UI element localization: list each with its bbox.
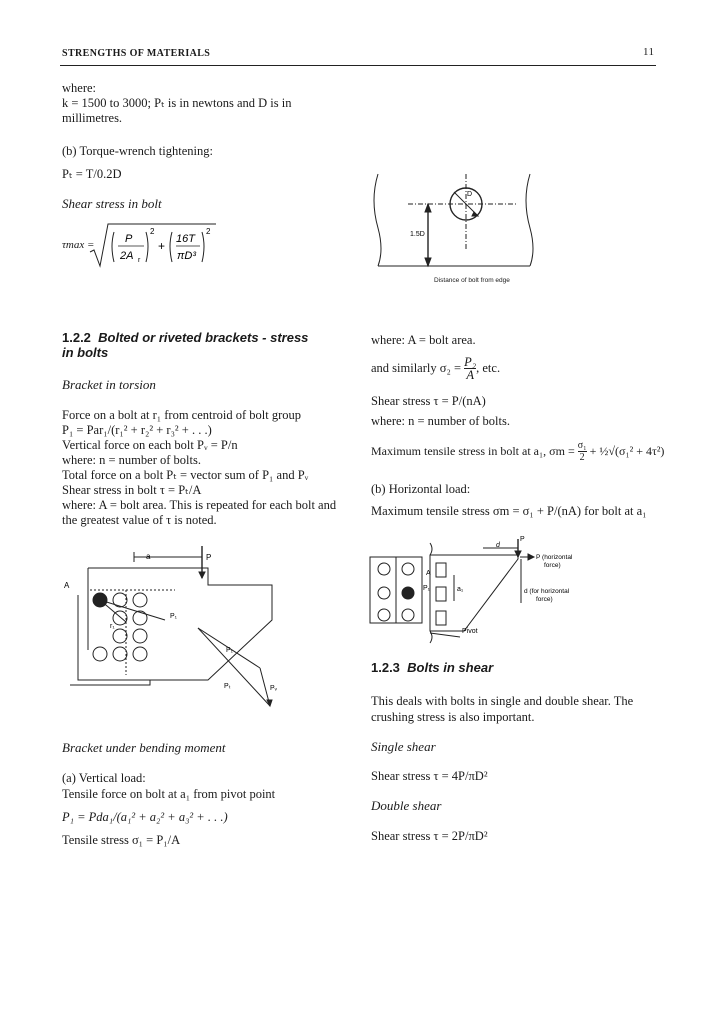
edge-caption: Distance of bolt from edge bbox=[434, 277, 510, 284]
bolt-section bbox=[436, 563, 446, 577]
bolt bbox=[378, 563, 390, 575]
bending-heading: Bracket under bending moment bbox=[62, 740, 226, 755]
label-d-for: d (for horizontal bbox=[524, 588, 570, 595]
label-pivot: Pivot bbox=[462, 628, 478, 635]
bolt bbox=[402, 563, 414, 575]
svg-text:r: r bbox=[138, 257, 141, 264]
max-tensile-den: 2 bbox=[579, 452, 585, 463]
where-area: where: A = bolt area. bbox=[371, 333, 476, 347]
section-1-2-2-heading-cont bbox=[62, 345, 108, 360]
svg-text:+: + bbox=[158, 239, 166, 253]
label-d: D bbox=[467, 191, 473, 198]
max-tensile-fraction bbox=[578, 440, 587, 463]
horizontal-line: Maximum tensile stress σm = σ₁ + P/(nA) for bolt at a₁ bbox=[371, 504, 647, 518]
tensile-force-line: Tensile force on bolt at a₁ from pivot point bbox=[62, 787, 276, 801]
torsion-line-5: Total force on a bolt Pₜ = vector sum of P₁ and Pᵥ bbox=[62, 468, 309, 482]
page-number: 11 bbox=[643, 46, 655, 58]
svg-text:πD³: πD³ bbox=[177, 250, 196, 262]
plate-break-left bbox=[374, 174, 381, 266]
running-title: STRENGTHS OF MATERIALS bbox=[62, 48, 211, 59]
shear-intro-1: This deals with bolts in single and double shear. The bbox=[371, 694, 634, 708]
bolt bbox=[402, 587, 414, 599]
shear-intro-2: crushing stress is also important. bbox=[371, 710, 535, 724]
similarly-post: , etc. bbox=[476, 361, 501, 375]
label-a1: a₁ bbox=[457, 586, 464, 593]
horizontal-heading: (b) Horizontal load: bbox=[371, 482, 471, 496]
label-p-horizontal: P (horizontal bbox=[536, 554, 573, 561]
similarly-num: P₂ bbox=[464, 355, 477, 369]
bracket-body bbox=[430, 543, 432, 643]
torque-formula: Pₜ = T/0.2D bbox=[62, 167, 122, 181]
label-p1b: P₁ bbox=[226, 647, 234, 654]
bracket-torsion-heading: Bracket in torsion bbox=[62, 377, 156, 392]
bolt-section bbox=[436, 611, 446, 625]
section-title: Bolts in shear bbox=[407, 660, 494, 675]
torsion-line-8: the greatest value of τ is noted. bbox=[62, 513, 217, 527]
tensile-stress-line: Tensile stress σ₁ = P₁/A bbox=[62, 833, 181, 847]
single-shear-heading: Single shear bbox=[371, 739, 436, 754]
max-tensile-pre: Maximum tensile stress in bolt at a₁, σm = bbox=[371, 444, 575, 458]
max-tensile-line bbox=[371, 440, 664, 468]
label-A: A bbox=[64, 581, 70, 590]
section-title-cont: in bolts bbox=[62, 345, 109, 360]
label-force: force) bbox=[544, 562, 561, 569]
section-1-2-3-heading bbox=[371, 660, 493, 675]
label-a: a bbox=[146, 552, 151, 561]
torsion-line-7: where: A = bolt area. This is repeated for each bolt and bbox=[62, 498, 337, 512]
bolt bbox=[113, 629, 127, 643]
label-pv: Pᵥ bbox=[270, 685, 277, 692]
plate-break-right bbox=[526, 174, 533, 266]
svg-text:2: 2 bbox=[150, 227, 155, 236]
bracket-outline bbox=[70, 568, 272, 685]
where-n: where: n = number of bolts. bbox=[371, 414, 510, 428]
similarly-den: A bbox=[464, 368, 476, 381]
double-shear-formula: Shear stress τ = 2P/πD² bbox=[371, 829, 488, 843]
bolt bbox=[133, 629, 147, 643]
svg-text:2A: 2A bbox=[120, 250, 134, 262]
tau-max-label: τmax = bbox=[62, 239, 95, 251]
bracket-angle bbox=[430, 555, 518, 631]
p1-formula: P₁ = Pda₁/(a₁² + a₂² + a₃² + . . .) bbox=[62, 810, 228, 824]
label-A: A bbox=[426, 570, 431, 577]
max-tensile-post: + ½√(σ₁² + 4τ²) bbox=[589, 444, 665, 458]
single-shear-formula: Shear stress τ = 4P/πD² bbox=[371, 769, 488, 783]
where-label: where: bbox=[62, 81, 97, 95]
svg-text:P: P bbox=[125, 233, 133, 245]
max-tensile-num: σ₁ bbox=[577, 440, 587, 451]
k-line-2: millimetres. bbox=[62, 111, 123, 125]
force-p1-arrow bbox=[100, 600, 165, 620]
tau-max-formula bbox=[88, 222, 218, 268]
bolt bbox=[402, 609, 414, 621]
torsion-line-3: Vertical force on each bolt Pᵥ = P/n bbox=[62, 438, 238, 452]
torsion-line-4: where: n = number of bolts. bbox=[62, 453, 201, 467]
k-line-1: k = 1500 to 3000; Pₜ is in newtons and D is in bbox=[62, 96, 292, 110]
shear-heading: Shear stress in bolt bbox=[62, 196, 162, 211]
label-p: P bbox=[206, 553, 212, 562]
section-number: 1.2.2 bbox=[62, 330, 91, 345]
similarly-fraction bbox=[464, 356, 476, 381]
bolt bbox=[133, 647, 147, 661]
bolt-section bbox=[436, 587, 446, 601]
torsion-line-1: Force on a bolt at r₁ from centroid of bolt group bbox=[62, 408, 302, 422]
torsion-bracket-figure bbox=[60, 540, 300, 720]
double-shear-heading: Double shear bbox=[371, 798, 442, 813]
torsion-line-2: P₁ = Par₁/(r₁² + r₂² + r₃² + . . .) bbox=[62, 423, 212, 437]
section-number: 1.2.3 bbox=[371, 660, 400, 675]
header-rule bbox=[60, 65, 656, 66]
torque-heading: (b) Torque-wrench tightening: bbox=[62, 144, 213, 158]
label-15d: 1.5D bbox=[410, 231, 425, 238]
bolt bbox=[378, 609, 390, 621]
svg-text:16T: 16T bbox=[176, 233, 195, 245]
label-p1: P₁ bbox=[423, 585, 431, 592]
vertical-load-heading: (a) Vertical load: bbox=[62, 771, 146, 785]
label-r1: r₁ bbox=[110, 623, 115, 630]
label-pt: Pₜ bbox=[224, 683, 231, 690]
edge-distance-figure bbox=[368, 170, 538, 270]
section-1-2-2-heading bbox=[62, 330, 308, 345]
shear-stress-line: Shear stress τ = P/(nA) bbox=[371, 394, 486, 408]
svg-text:2: 2 bbox=[206, 227, 211, 236]
bolt bbox=[133, 593, 147, 607]
bolt bbox=[93, 647, 107, 661]
label-d: d bbox=[496, 542, 500, 549]
label-force2: force) bbox=[536, 596, 553, 603]
label-p: P bbox=[520, 536, 525, 543]
bolt bbox=[113, 647, 127, 661]
bolt bbox=[378, 587, 390, 599]
bolt bbox=[133, 611, 147, 625]
bending-bracket-figure bbox=[368, 535, 598, 650]
similarly-line bbox=[371, 356, 500, 384]
torsion-line-6: Shear stress in bolt τ = Pₜ/A bbox=[62, 483, 202, 497]
section-title: Bolted or riveted brackets - stress bbox=[98, 330, 309, 345]
similarly-pre: and similarly σ₂ = bbox=[371, 361, 462, 375]
label-p1a: P₁ bbox=[170, 613, 178, 620]
